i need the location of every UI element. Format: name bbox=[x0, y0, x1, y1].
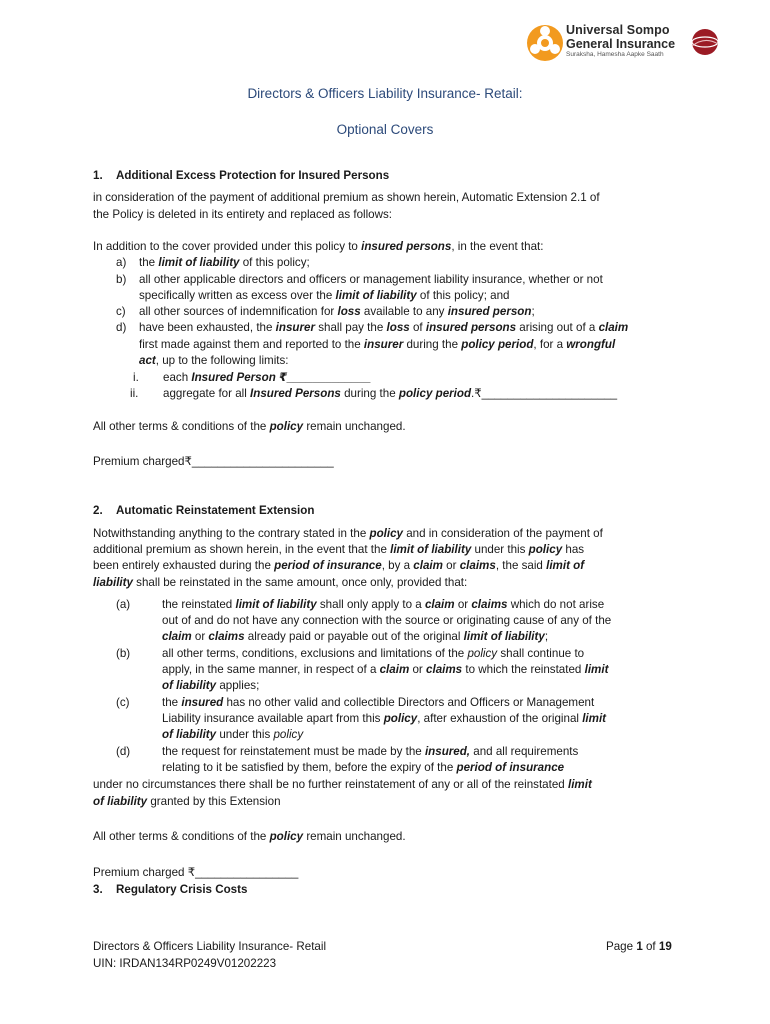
s1-item-b-label: b) bbox=[116, 273, 127, 286]
footer-document-title: Directors & Officers Liability Insurance- Retail bbox=[93, 940, 327, 953]
s1-item-d-line-1: have been exhausted, the insurer shall pay the loss of insured persons arising out of a claim bbox=[139, 321, 629, 334]
s1-item-c-label: c) bbox=[116, 305, 126, 318]
s1-item-c: all other sources of indemnification for loss available to any insured person; bbox=[139, 305, 535, 318]
section-1-number: 1. bbox=[93, 169, 103, 182]
s2-item-a-line-3: claim or claims already paid or payable out of the original limit of liability; bbox=[162, 630, 549, 643]
s2-item-d-line-1: the request for reinstatement must be made by the insured, and all requirements bbox=[162, 745, 579, 758]
s1-terms: All other terms & conditions of the policy remain unchanged. bbox=[93, 420, 406, 433]
s2-item-c-line-2: Liability insurance available apart from this policy, after exhaustion of the original limit bbox=[162, 712, 607, 725]
s1-limit-ii: aggregate for all Insured Persons during the policy period.₹_____________________ bbox=[163, 387, 618, 400]
s2-item-b-label: (b) bbox=[116, 647, 131, 660]
s2-para-line-2: additional premium as shown herein, in the event that the limit of liability under this policy has bbox=[93, 543, 585, 556]
s1-limit-ii-label: ii. bbox=[130, 387, 139, 400]
s1-lead: In addition to the cover provided under this policy to insured persons, in the event that: bbox=[93, 240, 544, 253]
footer-page-number: Page 1 of 19 bbox=[606, 940, 672, 953]
s2-item-a-label: (a) bbox=[116, 598, 131, 611]
s2-item-b-line-1: all other terms, conditions, exclusions and limitations of the policy shall continue to bbox=[162, 647, 585, 660]
logo-line-2: General Insurance bbox=[566, 36, 676, 51]
s2-item-b-line-2: apply, in the same manner, in respect of a claim or claims to which the reinstated limit bbox=[162, 663, 609, 676]
s2-item-c-label: (c) bbox=[116, 696, 130, 709]
s1-item-a-label: a) bbox=[116, 256, 127, 269]
s2-para-line-4: liability shall be reinstated in the same amount, once only, provided that: bbox=[93, 576, 468, 589]
section-2-number: 2. bbox=[93, 504, 103, 517]
s2-item-b-line-3: of liability applies; bbox=[162, 679, 260, 692]
logo-tagline: Suraksha, Hamesha Aapke Saath bbox=[566, 51, 664, 58]
logo-wordmark bbox=[566, 24, 675, 59]
s2-terms: All other terms & conditions of the policy remain unchanged. bbox=[93, 830, 406, 843]
s1-item-a: the limit of liability of this policy; bbox=[139, 256, 310, 269]
s2-item-d-label: (d) bbox=[116, 745, 131, 758]
s2-item-c-line-1: the insured has no other valid and collectible Directors and Officers or Management bbox=[162, 696, 595, 709]
s2-item-d-line-2: relating to it be satisfied by them, before the expiry of the period of insurance bbox=[162, 761, 565, 774]
section-1-heading: Additional Excess Protection for Insured Persons bbox=[116, 169, 390, 182]
logo-line-1: Universal Sompo bbox=[566, 23, 670, 37]
section-3-number: 3. bbox=[93, 883, 103, 896]
s2-item-c-line-3: of liability under this policy bbox=[162, 728, 304, 741]
document-title: Directors & Officers Liability Insurance- Retail: bbox=[247, 86, 523, 101]
s2-item-a-line-1: the reinstated limit of liability shall only apply to a claim or claims which do not arise bbox=[162, 598, 605, 611]
s1-intro-line-1: in consideration of the payment of additional premium as shown herein, Automatic Extension 2.1 of bbox=[93, 191, 600, 204]
s1-item-d-line-3: act, up to the following limits: bbox=[139, 354, 289, 367]
s1-limit-i-label: i. bbox=[133, 371, 139, 384]
s2-para-line-1: Notwithstanding anything to the contrary stated in the policy and in consideration of the payment of bbox=[93, 527, 603, 540]
logo-globe-icon bbox=[692, 29, 718, 55]
document-subtitle: Optional Covers bbox=[336, 122, 434, 137]
s1-item-b-line-1: all other applicable directors and officers or management liability insurance, whether or not bbox=[139, 273, 603, 286]
s1-item-d-label: d) bbox=[116, 321, 127, 334]
s2-premium-charged: Premium charged ₹________________ bbox=[93, 866, 299, 879]
s1-premium-charged: Premium charged₹______________________ bbox=[93, 455, 334, 468]
s1-intro-line-2: the Policy is deleted in its entirety and replaced as follows: bbox=[93, 208, 393, 221]
s2-item-a-line-2: out of and do not have any connection with the source or originating cause of any of the bbox=[162, 614, 612, 627]
s2-closing-line-1: under no circumstances there shall be no further reinstatement of any or all of the reinstated limit bbox=[93, 778, 592, 791]
section-3-heading: Regulatory Crisis Costs bbox=[116, 883, 248, 896]
s1-limit-i: each Insured Person ₹_____________ bbox=[163, 371, 371, 384]
logo-emblem-icon bbox=[527, 25, 563, 61]
s1-item-b-line-2: specifically written as excess over the limit of liability of this policy; and bbox=[139, 289, 510, 302]
s1-item-d-line-2: first made against them and reported to the insurer during the policy period, for a wrongful bbox=[139, 338, 616, 351]
s2-para-line-3: been entirely exhausted during the period of insurance, by a claim or claims, the said limit of bbox=[93, 559, 585, 572]
footer-uin: UIN: IRDAN134RP0249V01202223 bbox=[93, 957, 277, 970]
section-2-heading: Automatic Reinstatement Extension bbox=[116, 504, 315, 517]
s2-closing-line-2: of liability granted by this Extension bbox=[93, 795, 281, 808]
